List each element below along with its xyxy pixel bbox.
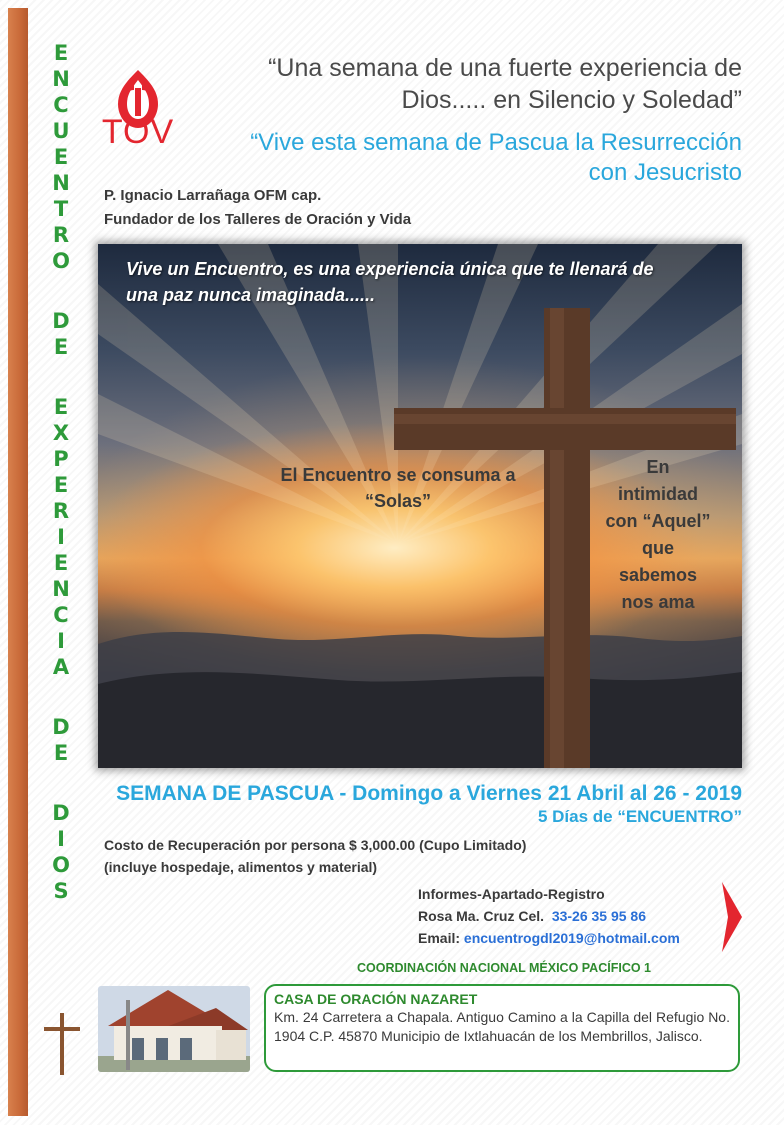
- chevron-right-icon: [720, 882, 742, 952]
- intimidad-line: nos ama: [621, 592, 695, 612]
- address-box: [264, 984, 740, 1072]
- vertical-title-letter: A: [52, 655, 70, 679]
- vertical-title-letter: C: [53, 93, 69, 117]
- vertical-title-letter: R: [52, 499, 70, 523]
- left-decorative-bar: [8, 8, 28, 1116]
- event-dates: SEMANA DE PASCUA - Domingo a Viernes 21 Abril al 26 - 2019: [116, 782, 742, 805]
- sunset-cross-photo: [98, 244, 742, 768]
- vertical-title-letter: O: [52, 249, 70, 273]
- vertical-title-letter: R: [52, 223, 70, 247]
- photo-intimidad-text: [588, 454, 728, 616]
- contact-name: Rosa Ma. Cruz Cel.: [418, 908, 545, 924]
- vertical-title-letter: P: [53, 447, 69, 471]
- address-text: Km. 24 Carretera a Chapala. Antiguo Camino a la Capilla del Refugio No. 1904 C.P. 45870 Municipio de Ixtlahuacán de los Membrillos, Jalisco.: [274, 1009, 730, 1044]
- vertical-title-letter: E: [53, 395, 69, 419]
- quote-line-1: “Una semana de una fuerte experiencia de: [268, 54, 742, 82]
- house-photo: [98, 986, 250, 1072]
- vertical-title-letter: I: [57, 827, 65, 851]
- photo-heading: [126, 256, 726, 308]
- vertical-title-letter: D: [52, 309, 70, 333]
- vertical-title-letter: I: [57, 629, 65, 653]
- solas-line-1: El Encuentro se consuma a: [280, 465, 516, 485]
- photo-solas-text: [258, 462, 538, 514]
- contact-block: [418, 883, 680, 949]
- vertical-title-letter: T: [53, 197, 69, 221]
- address-title: CASA DE ORACIÓN NAZARET: [274, 991, 478, 1007]
- vertical-title-letter: N: [52, 67, 70, 91]
- author-title: Fundador de los Talleres de Oración y Vida: [104, 211, 412, 228]
- vertical-title-letter: E: [53, 41, 69, 65]
- vertical-title-letter: X: [52, 421, 70, 445]
- contact-email-link[interactable]: encuentrogdl2019@hotmail.com: [463, 930, 680, 946]
- vertical-title-letter: O: [52, 853, 70, 877]
- vertical-title-letter: E: [53, 145, 69, 169]
- header-quote: [182, 52, 742, 116]
- coordination-label: COORDINACIÓN NACIONAL MÉXICO PACÍFICO 1: [357, 961, 651, 975]
- vertical-title-letter: N: [52, 171, 70, 195]
- author-name: P. Ignacio Larrañaga OFM cap.: [104, 187, 322, 204]
- vertical-title-letter: E: [53, 335, 69, 359]
- logo-text: TOV: [101, 113, 175, 151]
- contact-phone[interactable]: 33-26 35 95 86: [551, 908, 647, 924]
- author-block: [104, 184, 411, 232]
- vertical-title-letter: I: [57, 525, 65, 549]
- cost-block: [104, 834, 526, 878]
- intimidad-line: En: [646, 457, 670, 477]
- vertical-title-letter: E: [53, 551, 69, 575]
- contact-phone-row: [418, 905, 680, 927]
- cost-includes: (incluye hospedaje, alimentos y material): [104, 859, 378, 875]
- intimidad-line: con “Aquel”: [605, 511, 711, 531]
- vertical-title-letter: N: [52, 577, 70, 601]
- quote-line-2: Dios..... en Silencio y Soledad”: [401, 86, 742, 114]
- vertical-title-letter: U: [52, 119, 70, 143]
- photo-heading-line-1: Vive un Encuentro, es una experiencia única que te llenará de: [126, 259, 654, 279]
- vertical-title-letter: C: [53, 603, 69, 627]
- photo-heading-line-2: una paz nunca imaginada......: [126, 285, 376, 305]
- vertical-title: [38, 40, 84, 904]
- vive-line-1: “Vive esta semana de Pascua la Resurrección: [250, 129, 742, 156]
- cost-line: Costo de Recuperación por persona $ 3,000.00 (Cupo Limitado): [104, 837, 527, 853]
- vive-line-2: con Jesucristo: [588, 159, 742, 186]
- event-days: 5 Días de “ENCUENTRO”: [537, 807, 742, 826]
- vertical-title-letter: S: [53, 879, 69, 903]
- vertical-title-letter: D: [52, 715, 70, 739]
- intimidad-line: sabemos: [618, 565, 698, 585]
- intimidad-line: que: [641, 538, 674, 558]
- contact-email-label: Email:: [418, 930, 461, 946]
- vertical-title-letter: D: [52, 801, 70, 825]
- solas-line-2: “Solas”: [364, 491, 432, 511]
- cross-icon: [44, 1013, 80, 1075]
- contact-heading: Informes-Apartado-Registro: [418, 886, 605, 902]
- header-vive: [182, 128, 742, 188]
- contact-email-row: [418, 927, 680, 949]
- vertical-title-letter: E: [53, 473, 69, 497]
- intimidad-line: intimidad: [618, 484, 698, 504]
- vertical-title-letter: E: [53, 741, 69, 765]
